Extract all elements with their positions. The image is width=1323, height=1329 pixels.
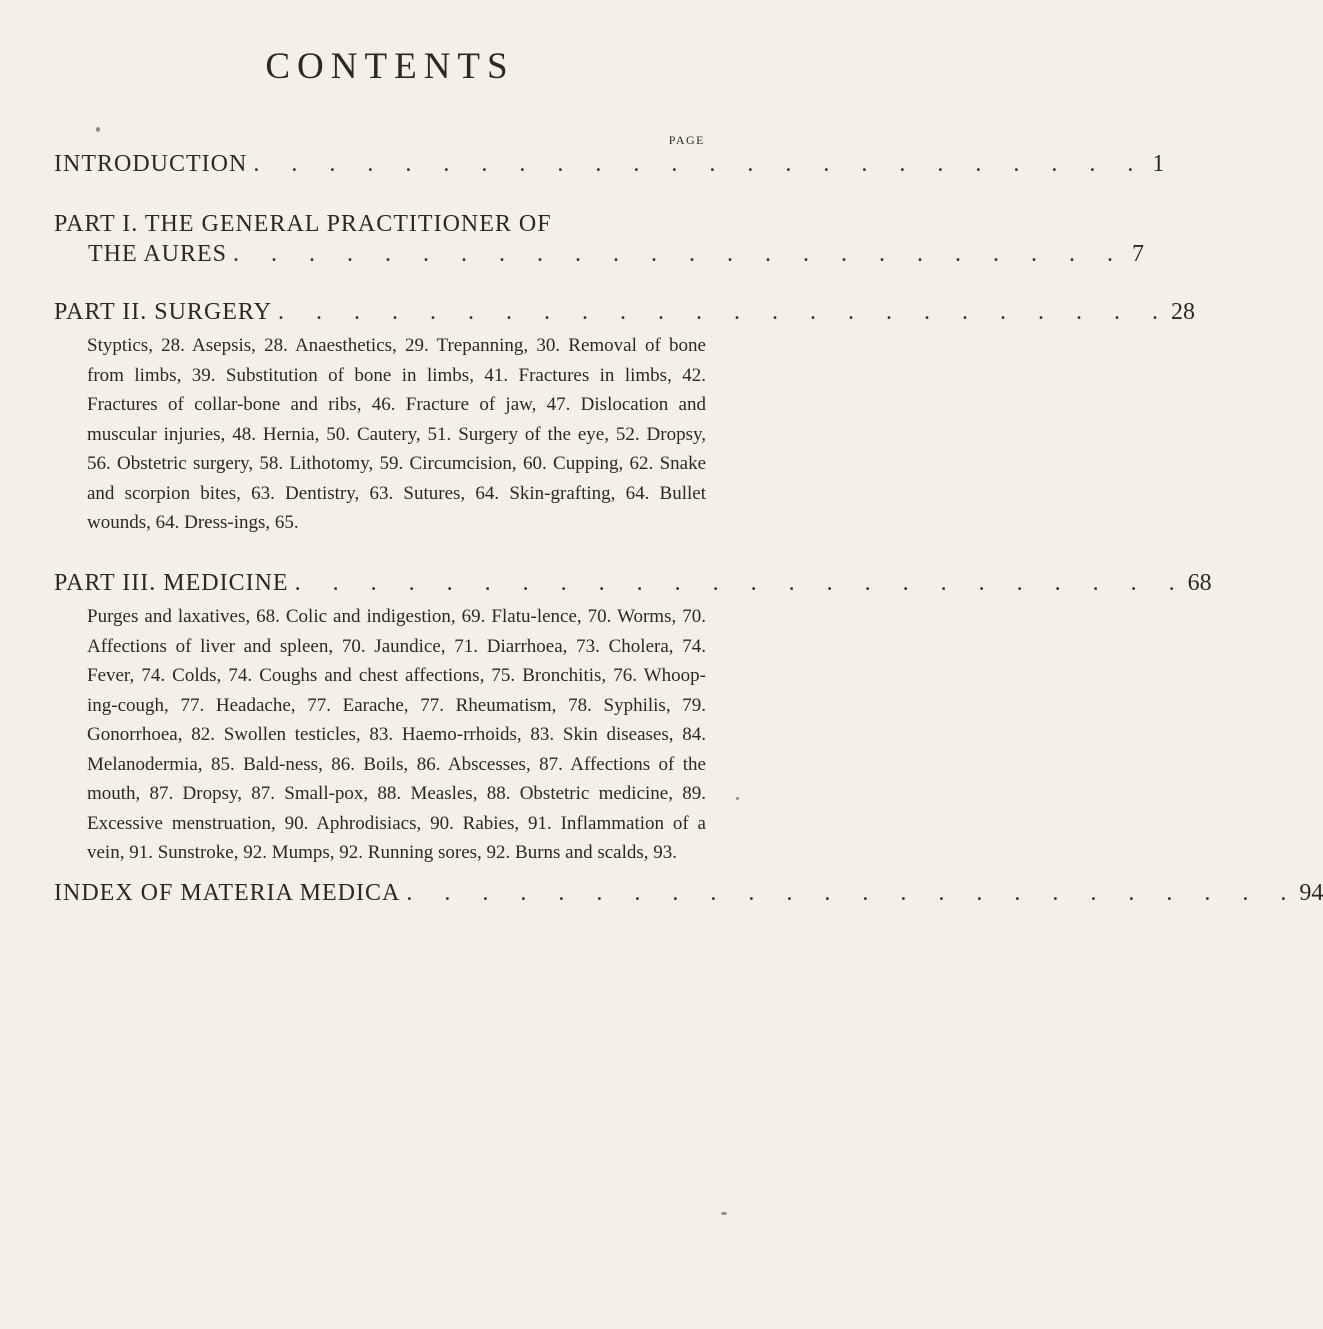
toc-entry-page: 68 [1187,570,1212,596]
toc-entry-page: 7 [1132,241,1145,267]
toc-entry-index [54,878,1323,908]
toc-entry-heading [54,297,1195,327]
toc-entry-part-3 [54,568,1212,598]
dot-leader: . . . . . . . . . . . . . . . . . . . . . . . . [253,151,1147,177]
toc-entry-introduction [54,149,1165,179]
toc-entry-title: PART I. THE GENERAL PRACTITIONER OF [54,211,552,237]
toc-entry-title: INDEX OF MATERIA MEDICA [54,880,401,906]
toc-entry-page: 28 [1170,299,1195,325]
dot-leader: . . . . . . . . . . . . . . . . . . . . . . . . [233,241,1127,267]
dot-leader: . . . . . . . . . . . . . . . . . . . . . . . . [406,880,1300,906]
paper-speck [96,127,100,132]
toc-entry-summary-part-2: Styptics, 28. Asepsis, 28. Anaesthetics, 29. Trepanning, 30. Removal of bone from limbs, 39. Substitution of bone in limbs, 41. Fractures in limbs, 42. Fractures of collar-bone and ribs, 46. Fracture of jaw, 47. Dislocation and muscular injuries, 48. Hernia, 50. Cautery, 51. Surgery of the eye, 52. Dropsy, 56. Obstetric surgery, 58. Lithotomy, 59. Circumcision, 60. Cupping, 62. Snake and scorpion bites, 63. Dentistry, 63. Sutures, 64. Skin-grafting, 64. Bullet wounds, 64. Dress-ings, 65. [87,335,706,533]
toc-entry-heading [54,878,1323,908]
toc-entry-title: PART III. MEDICINE [54,570,289,596]
toc-entry-page: 94 [1299,880,1323,906]
toc-entry-part-1 [54,209,1145,269]
toc-entry-heading [54,209,706,239]
toc-entry-heading [54,568,1212,598]
toc-entry-part-2 [54,297,1195,327]
toc-entry-title: PART II. SURGERY [54,299,272,325]
toc-entry-title-continued: THE AURES [88,241,228,267]
dot-leader: . . . . . . . . . . . . . . . . . . . . . . . . [294,570,1188,596]
paper-speck [721,1212,727,1215]
toc-entry-heading-continued [54,239,1145,269]
toc-entry-page: 1 [1152,151,1165,177]
page-title: CONTENTS [265,46,515,87]
paper-speck [736,797,739,800]
page-column-label: PAGE [668,133,705,147]
toc-entry-heading [54,149,1165,179]
toc-entry-summary-part-3: Purges and laxatives, 68. Colic and indigestion, 69. Flatu-lence, 70. Worms, 70. Affections of liver and spleen, 70. Jaundice, 71. Diarrhoea, 73. Cholera, 74. Fever, 74. Colds, 74. Coughs and chest affections, 75. Bronchitis, 76. Whoop-ing-cough, 77. Headache, 77. Earache, 77. Rheumatism, 78. Syphilis, 79. Gonorrhoea, 82. Swollen testicles, 83. Haemo-rrhoids, 83. Skin diseases, 84. Melanodermia, 85. Bald-ness, 86. Boils, 86. Abscesses, 87. Affections of the mouth, 87. Dropsy, 87. Small-pox, 88. Measles, 88. Obstetric medicine, 89. Excessive menstruation, 90. Aphrodisiacs, 90. Rabies, 91. Inflammation of a vein, 91. Sunstroke, 92. Mumps, 92. Running sores, 92. Burns and scalds, 93. [87,606,706,863]
dot-leader: . . . . . . . . . . . . . . . . . . . . . . . . [277,299,1171,325]
toc-entry-title: INTRODUCTION [54,151,248,177]
